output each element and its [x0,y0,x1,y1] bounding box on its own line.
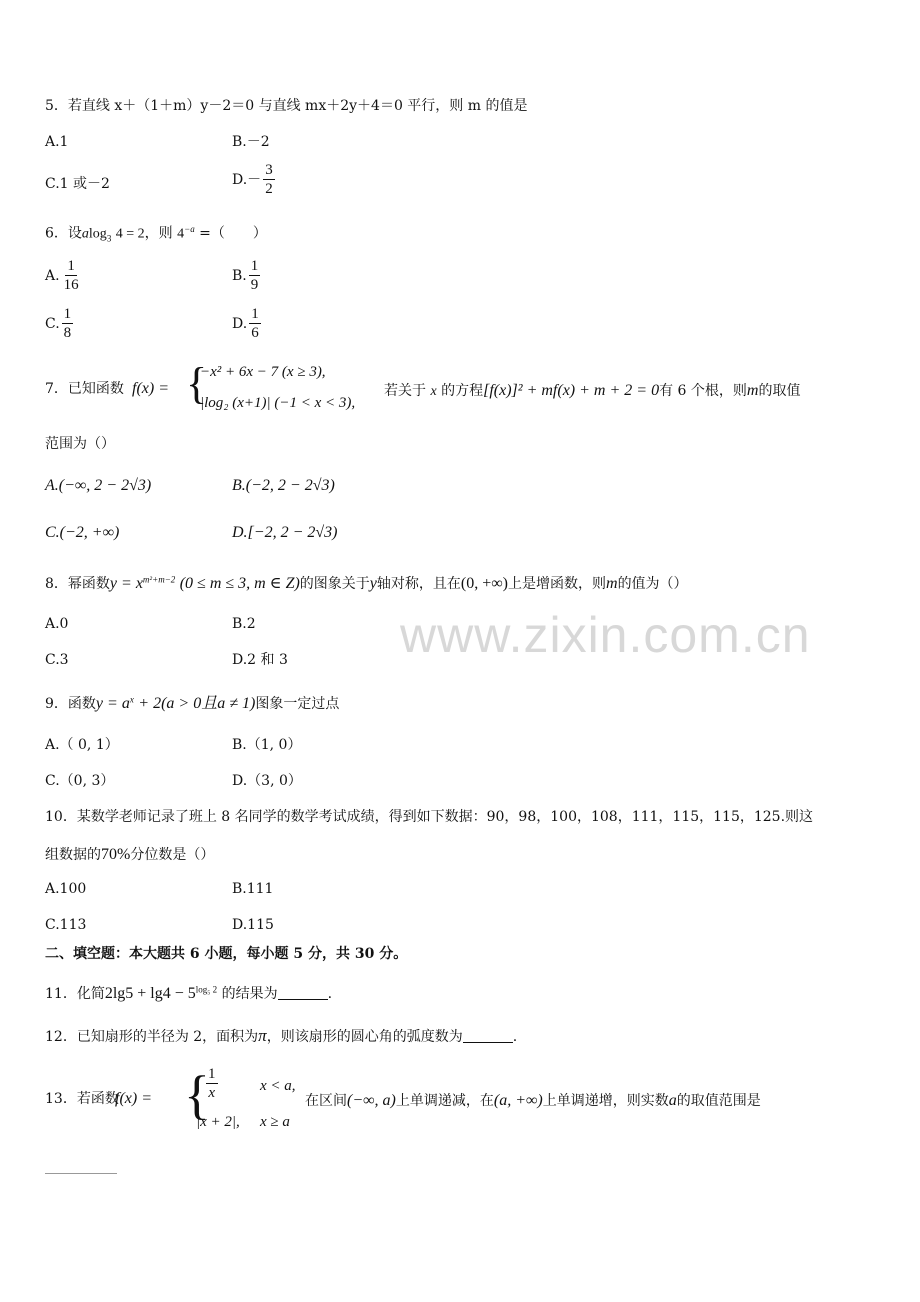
q9-option-c: C.（0, 3） [45,773,115,789]
q8-num: 8．幂函数 [45,576,110,592]
q8-var-y: y [369,575,377,592]
q8-option-d: D.2 和 3 [232,652,288,668]
q13-c1-cond: x < a, [260,1078,296,1094]
q6-d-fraction [249,306,261,342]
q6-then: ，则 [144,225,173,242]
q10-line1: 10．某数学老师记录了班上 8 名同学的数学考试成绩，得到如下数据：90，98，100，108，111，115，115，125.则这 [45,809,814,825]
q13-num: 13．若函数 [45,1091,119,1107]
q10-option-d: D.115 [232,917,274,933]
q6-b-num: 1 [250,258,259,274]
q6-cond-rest: 4 = 2 [115,226,145,242]
q6-c-num: 1 [63,306,72,322]
q9-exp: x [129,694,134,705]
q11-expr: 2lg5 + lg4 − 5 [104,985,196,1002]
q7-line2: 范围为（） [45,436,115,452]
q10-line2 [45,845,214,864]
q10-pre: 组数据的 [45,847,101,863]
q9-option-a: A.（ 0, 1） [45,737,119,753]
q8-option-b: B.2 [232,616,256,632]
section-2-heading: 二、填空题：本大题共 6 小题，每小题 5 分，共 30 分。 [45,946,408,962]
q5-option-d [232,162,277,198]
q8-option-c: C.3 [45,652,69,668]
q6-d-den: 6 [251,324,259,341]
q5-option-a: A.1 [45,134,69,150]
q7-condition [384,381,800,401]
q6-cond-base: 3 [106,233,112,244]
q6-num: 6．设 [45,225,82,242]
q7-brace: { [186,359,208,408]
q7-option-c: C.(−2, +∞) [45,524,120,541]
q5-option-c: C.1 或－2 [45,176,110,192]
q7-mid: 若关于 [384,383,426,399]
q10-post: 分位数是（） [130,847,215,863]
q10-pct: 70% [101,846,131,863]
q8-tail2: 的值为（） [617,576,688,592]
q13-c1-fraction [206,1066,218,1102]
q11-blank [278,999,328,1000]
q6-a-num: 1 [67,258,75,274]
q6-c-fraction [62,306,74,342]
q13-tail2: 的取值范围是 [676,1093,761,1109]
q9-option-d: D.（3, 0） [232,773,302,789]
q11-tail: 的结果为 [221,986,278,1002]
q13-int2: (a, +∞) [493,1092,543,1109]
q13-brace: { [184,1065,210,1125]
q7-mid2: 的方程 [441,383,484,399]
q6-b-den: 9 [250,276,259,293]
q6-expr-base: 4 [177,226,185,242]
q6-expr-exp: −a [184,224,195,234]
q7-equation: [f(x)]² + mf(x) + m + 2 = 0 [483,382,660,399]
q6-b-fraction [249,258,261,294]
q8-option-a: A.0 [45,616,69,632]
q8-stem [45,574,688,593]
q13-tail: 上单调递增，则实数 [542,1093,669,1109]
q13-c1-num: 1 [208,1066,216,1082]
q6-a-label: A. [45,267,60,284]
q11-exp: log₅ 2 [195,984,218,995]
q12-tail: ，则该扇形的圆心角的弧度数为 [266,1029,463,1045]
q5-d-den: 2 [265,180,273,197]
q12-stem [45,1026,517,1046]
q8-cond: (0 ≤ m ≤ 3, m ∈ Z) [179,575,300,592]
q12-blank [463,1042,513,1043]
q5-option-b: B.－2 [232,134,270,150]
q8-mid: 的图象关于 [299,576,370,592]
q8-exp: m²+m−2 [142,574,176,585]
q6-c-den: 8 [63,324,72,341]
q5-d-prefix: D.－ [232,171,262,188]
q13-mid: 在区间 [305,1093,347,1109]
q6-stem [45,224,267,244]
q6-option-d [232,306,263,342]
q13-fx: f(x) = [115,1090,152,1107]
q7-num: 7．已知函数 [45,381,124,397]
q8-expr: y = x [109,575,143,592]
q13-var-a: a [668,1092,677,1109]
q6-a-den: 16 [63,276,79,293]
q9-num: 9．函数 [45,696,96,712]
q9-expr2: + 2(a > 0且a ≠ 1) [138,695,256,712]
q7-fx: f(x) = [132,380,169,397]
q6-b-label: B. [232,267,247,284]
q6-option-b [232,258,262,294]
q6-cond-a: a [81,226,89,242]
q8-tail: 上是增函数，则 [508,576,606,592]
q7-tail2: 的取值 [758,383,801,399]
q9-expr: y = a [95,695,130,712]
q6-d-label: D. [232,315,248,332]
q9-tail: 图象一定过点 [255,696,340,712]
q13-case2: |x + 2|, [196,1114,240,1130]
q9-option-b: B.（1, 0） [232,737,302,753]
q13-condition [305,1091,761,1110]
q12-end: . [512,1029,518,1045]
q8-interval: (0, +∞) [460,575,508,592]
q11-stem [45,984,332,1003]
q7-case2: |log₂ (x+1)| (−1 < x < 3), [200,395,356,411]
q9-stem [45,694,339,713]
watermark: www.zixin.com.cn [400,607,811,663]
q13-mid2: 上单调递减，在 [395,1093,494,1109]
q7-var-x: x [430,384,437,399]
q10-option-b: B.111 [232,881,274,897]
q6-c-label: C. [45,315,60,332]
q5-stem: 5．若直线 x＋（1＋m）y－2＝0 与直线 mx＋2y＋4＝0 平行，则 m 的值是 [45,98,528,114]
q13-case1 [204,1066,220,1102]
q6-option-a [45,258,83,294]
q12-pre: 12．已知扇形的半径为 2，面积为 [45,1029,259,1045]
q7-var-m: m [746,382,759,399]
q5-d-num: 3 [265,162,273,178]
q7-option-d: D.[−2, 2 − 2√3) [232,524,338,541]
q7-tail: 有 6 个根，则 [659,383,747,399]
q13-int1: (−∞, a) [347,1092,396,1109]
q7-option-a: A.(−∞, 2 − 2√3) [45,477,152,494]
q11-end: . [327,986,333,1002]
q6-option-c [45,306,75,342]
q5-d-fraction [263,162,275,198]
q6-cond-log: log [88,226,107,242]
q6-d-num: 1 [251,306,259,322]
footnote-rule [45,1173,117,1174]
q7-case1: −x² + 6x − 7 (x ≥ 3), [200,364,326,380]
q10-option-c: C.113 [45,917,87,933]
q10-option-a: A.100 [45,881,87,897]
q13-c2-cond: x ≥ a [260,1114,290,1130]
q6-expr-tail: =（ ） [199,225,267,242]
q12-pi: π [258,1026,267,1045]
q11-num: 11．化简 [45,986,105,1002]
q6-a-fraction [62,258,81,294]
q8-var-m: m [606,575,618,592]
q13-c1-den: x [208,1084,216,1101]
q8-mid2: 轴对称，且在 [376,576,461,592]
q7-option-b: B.(−2, 2 − 2√3) [232,477,335,494]
